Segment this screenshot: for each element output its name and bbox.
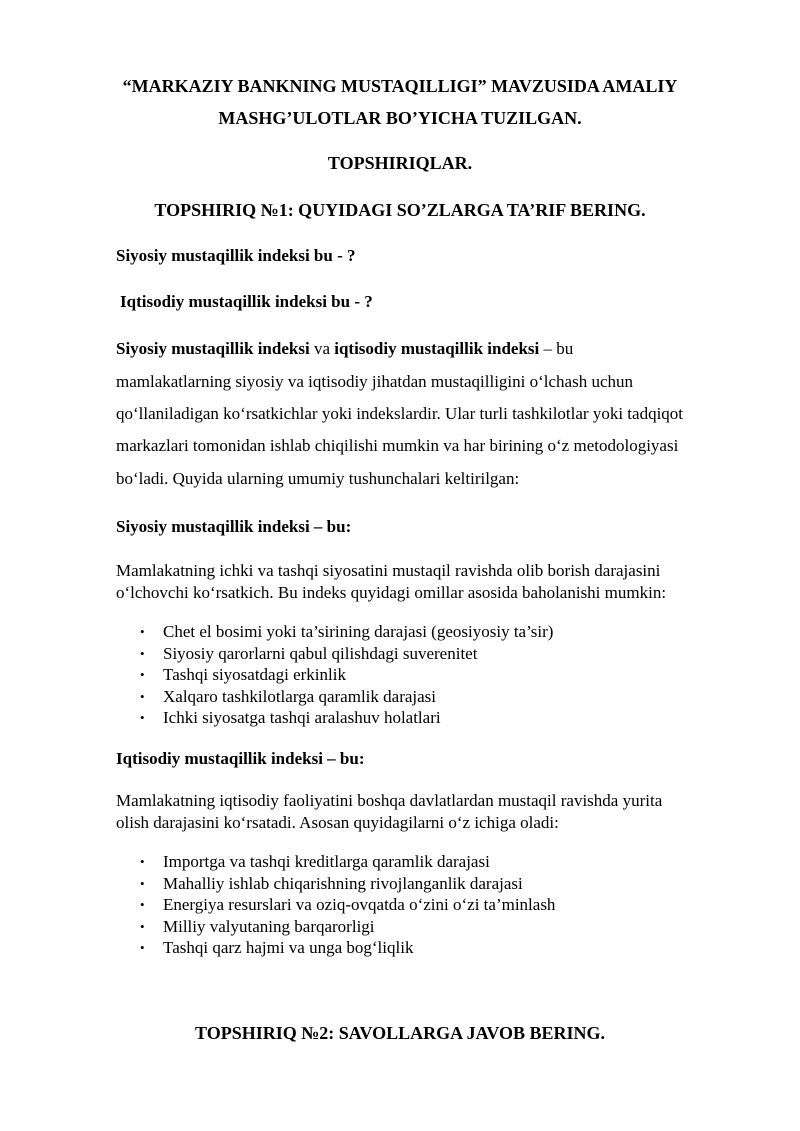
section-political-desc-line2: o‘lchovchi ko‘rsatkich. Bu indeks quyidagi omillar asosida baholanishi mumkin: [116,583,667,602]
list-item: • Energiya resurslari va oziq-ovqatda o‘zini o‘zi ta’minlash [140,895,556,915]
section-economic-heading: Iqtisodiy mustaqillik indeksi – bu: [116,749,365,768]
task1-heading: TOPSHIRIQ №1: QUYIDAGI SO’ZLARGA TA’RIF BERING. [154,200,646,220]
document-subtitle: TOPSHIRIQLAR. [327,153,473,173]
bullet-icon: • [140,667,145,683]
intro-rest: – bu [539,339,574,358]
section-political-desc-line1: Mamlakatning ichki va tashqi siyosatini mustaqil ravishda olib borish darajasini [116,561,661,580]
economic-factors-list [140,851,555,959]
intro-line5: bo‘ladi. Quyida ularning umumiy tushunchalari keltirilgan: [116,469,520,488]
intro-line1 [116,339,573,359]
bullet-icon: • [140,710,145,726]
bullet-icon: • [140,897,145,913]
list-item: • Chet el bosimi yoki ta’sirining darajasi (geosiyosiy ta’sir) [140,622,554,641]
document-title-line1: “MARKAZIY BANKNING MUSTAQILLIGI” MAVZUSIDA AMALIY [122,76,678,96]
bullet-icon: • [140,645,145,661]
intro-connector: va [309,339,335,358]
list-item: • Xalqaro tashkilotlarga qaramlik darajasi [140,686,437,706]
bullet-icon: • [140,854,145,869]
task2-heading: TOPSHIRIQ №2: SAVOLLARGA JAVOB BERING. [195,1023,605,1043]
list-item: • Tashqi siyosatdagi erkinlik [140,665,346,685]
list-item: • Milliy valyutaning barqarorligi [140,916,375,936]
section-economic-desc-line2: olish darajasini ko‘rsatadi. Asosan quyidagilarni o‘z ichiga oladi: [116,813,559,832]
bullet-icon: • [140,688,145,704]
intro-line2: mamlakatlarning siyosiy va iqtisodiy jihatdan mustaqilligini o‘lchash uchun [116,372,634,391]
list-item: • Ichki siyosatga tashqi aralashuv holatlari [140,708,441,728]
document-title-line2: MASHG’ULOTLAR BO’YICHA TUZILGAN. [218,108,582,128]
list-item: • Mahalliy ishlab chiqarishning rivojlanganlik darajasi [140,873,523,893]
question-political-index: Siyosiy mustaqillik indeksi bu - ? [116,246,356,265]
political-factors-list [140,621,553,729]
intro-term-political: Siyosiy mustaqillik indeksi [116,339,310,358]
question-economic-index: Iqtisodiy mustaqillik indeksi bu - ? [120,292,373,311]
bullet-icon: • [140,940,145,956]
section-economic-desc-line1: Mamlakatning iqtisodiy faoliyatini boshqa davlatlardan mustaqil ravishda yurita [116,791,663,810]
list-item: • Tashqi qarz hajmi va unga bog‘liqlik [140,938,414,958]
bullet-icon: • [140,624,145,639]
intro-line3: qo‘llaniladigan ko‘rsatkichlar yoki indekslardir. Ular turli tashkilotlar yoki tadqiqot [116,404,684,423]
section-political-heading: Siyosiy mustaqillik indeksi – bu: [116,517,352,536]
intro-line4: markazlari tomonidan ishlab chiqilishi mumkin va har birining o‘z metodologiyasi [116,436,679,455]
bullet-icon: • [140,875,145,891]
intro-term-economic: iqtisodiy mustaqillik indeksi [334,339,540,358]
bullet-icon: • [140,918,145,934]
list-item: • Siyosiy qarorlarni qabul qilishdagi suverenitet [140,643,478,663]
list-item: • Importga va tashqi kreditlarga qaramlik darajasi [140,852,490,871]
